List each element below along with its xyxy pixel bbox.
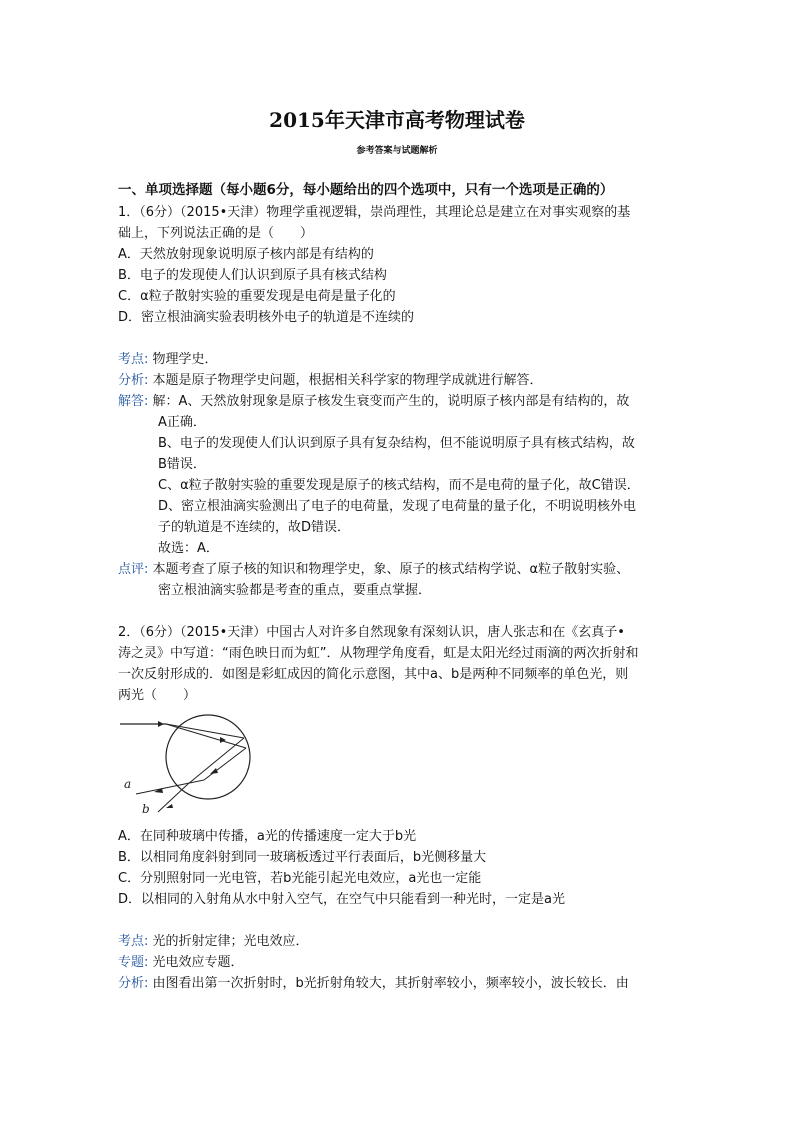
q2-stem-line-4: 两光（ ） xyxy=(118,688,197,703)
q1-option-a: A．天然放射现象说明原子核内部是有结构的 xyxy=(118,247,374,262)
q1-jieda-line-3: B、电子的发现使人们认识到原子具有复杂结构，但不能说明原子具有核式结构，故 xyxy=(158,436,635,451)
q1-dianping xyxy=(118,559,629,580)
q2-fenxi-text: 由图看出第一次折射时，b光折射角较大，其折射率较小，频率较小，波长较长．由 xyxy=(152,976,629,991)
q1-dianping-line-2: 密立根油滴实验都是考查的重点，要重点掌握． xyxy=(158,583,432,598)
q1-dianping-line-1: 本题考查了原子核的知识和物理学史，象、原子的核式结构学说、α粒子散射实验、 xyxy=(152,562,630,577)
q1-jieda-line-6: D、密立根油滴实验测出了电子的电荷量，发现了电荷量的量子化，不明说明核外电 xyxy=(158,499,637,514)
q1-kaodian xyxy=(118,349,218,370)
q1-fenxi xyxy=(118,370,543,391)
q1-fenxi-label: 分析: xyxy=(118,373,149,388)
inner-arrow-2 xyxy=(210,768,218,774)
reflected-ray-2 xyxy=(188,738,244,784)
q1-kaodian-text: 物理学史． xyxy=(152,352,218,367)
rainbow-diagram xyxy=(118,712,258,822)
q1-option-b: B．电子的发现使人们认识到原子具有核式结构 xyxy=(118,268,387,283)
reflected-ray-1 xyxy=(204,748,246,780)
q2-kaodian-text: 光的折射定律；光电效应． xyxy=(152,934,309,949)
q1-stem-line-2: 础上，下列说法正确的是（ ） xyxy=(118,226,314,241)
q1-jieda-line-7: 子的轨道是不连续的，故D错误． xyxy=(158,520,351,535)
label-b: b xyxy=(142,802,150,816)
label-a: a xyxy=(124,777,132,791)
q1-jieda-line-1: 解：A、天然放射现象是原子核发生衰变而产生的，说明原子核内部是有结构的，故 xyxy=(152,394,630,409)
document-subtitle: 参考答案与试题解析 xyxy=(356,146,438,156)
document-title: 2015年天津市高考物理试卷 xyxy=(269,108,525,132)
q1-jieda-label: 解答: xyxy=(118,394,149,409)
q1-jieda xyxy=(118,391,629,412)
q1-dianping-label: 点评: xyxy=(118,562,149,577)
q2-stem-line-1: 2．（6分）（2015•天津）中国古人对许多自然现象有深刻认识，唐人张志和在《玄真子• xyxy=(118,625,625,640)
q2-zhuanti-label: 专题: xyxy=(118,955,149,970)
q1-option-d: D．密立根油滴实验表明核外电子的轨道是不连续的 xyxy=(118,310,415,325)
q2-option-d: D．以相同的入射角从水中射入空气，在空气中只能看到一种光时，一定是a光 xyxy=(118,892,565,907)
q1-option-c: C．α粒子散射实验的重要发现是电荷是量子化的 xyxy=(118,289,396,304)
q2-zhuanti-text: 光电效应专题． xyxy=(152,955,244,970)
exit-ray-a xyxy=(136,780,204,794)
q2-option-a: A．在同种玻璃中传播，a光的传播速度一定大于b光 xyxy=(118,829,417,844)
section-heading: 一、单项选择题（每小题6分，每小题给出的四个选项中，只有一个选项是正确的） xyxy=(118,182,614,198)
q1-jieda-line-2: A正确． xyxy=(158,415,206,430)
q1-jieda-line-4: B错误． xyxy=(158,457,206,472)
q2-zhuanti xyxy=(118,952,244,973)
q1-fenxi-text: 本题是原子物理学史问题，根据相关科学家的物理学成就进行解答． xyxy=(152,373,543,388)
q1-kaodian-label: 考点: xyxy=(118,352,149,367)
q1-jieda-line-5: C、α粒子散射实验的重要发现是原子的核式结构，而不是电荷的量子化，故C错误． xyxy=(158,478,640,493)
q2-kaodian xyxy=(118,931,309,952)
q1-stem-line-1: 1．（6分）（2015•天津）物理学重视逻辑，崇尚理性，其理论总是建立在对事实观察的基 xyxy=(118,205,631,220)
q2-kaodian-label: 考点: xyxy=(118,934,149,949)
q2-stem-line-2: 涛之灵》中写道：“雨色映日而为虹”．从物理学角度看，虹是太阳光经过雨滴的两次折射和 xyxy=(118,646,639,661)
q2-stem-line-3: 一次反射形成的．如图是彩虹成因的简化示意图，其中a、b是两种不同频率的单色光，则 xyxy=(118,667,629,682)
q2-fenxi-label: 分析: xyxy=(118,976,149,991)
q2-option-c: C．分别照射同一光电管，若b光能引起光电效应，a光也一定能 xyxy=(118,871,482,886)
q1-jieda-line-8: 故选：A． xyxy=(158,541,219,556)
exit-arrow-b xyxy=(166,804,173,808)
q2-option-b: B．以相同角度斜射到同一玻璃板透过平行表面后，b光侧移量大 xyxy=(118,850,487,865)
incident-arrow xyxy=(158,721,164,727)
q2-fenxi xyxy=(118,973,629,994)
